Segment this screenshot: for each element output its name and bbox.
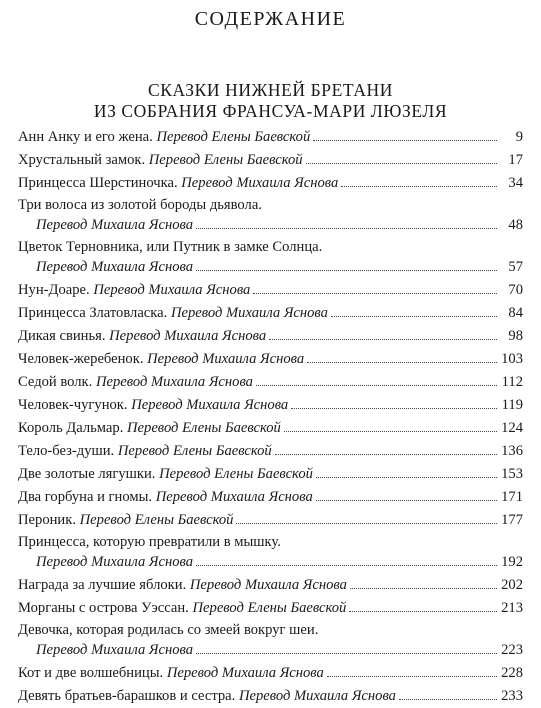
toc-entry[interactable] bbox=[18, 486, 523, 509]
toc-entry-translator: Перевод Михаила Яснова bbox=[170, 305, 328, 321]
toc-entry-translator: Перевод Михаила Яснова bbox=[36, 554, 194, 570]
toc-entry-translator: Перевод Михаила Яснова bbox=[95, 374, 253, 390]
toc-entry-title: Девочка, которая родилась со змеей вокруг шеи. bbox=[18, 622, 319, 638]
toc-entry-text bbox=[18, 350, 307, 369]
toc-entry-page-number: 153 bbox=[501, 466, 523, 482]
toc-entry-line bbox=[18, 128, 523, 147]
dot-leader bbox=[341, 186, 497, 187]
toc-entry-line bbox=[18, 281, 523, 300]
dot-leader bbox=[275, 454, 497, 455]
toc-entry-line bbox=[18, 373, 523, 392]
toc-entry[interactable] bbox=[18, 279, 523, 302]
toc-entry-page-number: 34 bbox=[508, 175, 523, 191]
dot-leader bbox=[327, 676, 497, 677]
toc-entry[interactable] bbox=[18, 172, 523, 195]
toc-entry-first-line bbox=[18, 238, 322, 257]
toc-entry[interactable] bbox=[18, 574, 523, 597]
toc-entry-text bbox=[36, 553, 196, 572]
toc-entry-line bbox=[18, 576, 523, 595]
toc-entry-page-number: 228 bbox=[501, 665, 523, 681]
toc-entry-translator: Перевод Михаила Яснова bbox=[36, 217, 194, 233]
dot-leader bbox=[196, 565, 497, 566]
toc-entry-translator: Перевод Михаила Яснова bbox=[189, 577, 347, 593]
toc-entry-title: Принцесса Златовласка. bbox=[18, 305, 168, 321]
table-of-contents bbox=[18, 126, 523, 708]
toc-entry-title: Нун-Доаре. bbox=[18, 282, 90, 298]
toc-entry-translator: Перевод Михаила Яснова bbox=[181, 175, 339, 191]
toc-entry-page-number: 48 bbox=[508, 217, 523, 233]
dot-leader bbox=[349, 611, 497, 612]
toc-entry-text bbox=[18, 128, 313, 147]
toc-entry-page-number: 119 bbox=[501, 397, 523, 413]
toc-entry-text bbox=[18, 396, 291, 415]
toc-entry[interactable] bbox=[18, 685, 523, 708]
dot-leader bbox=[316, 500, 497, 501]
toc-entry[interactable] bbox=[18, 509, 523, 532]
toc-entry[interactable] bbox=[18, 302, 523, 325]
toc-entry[interactable] bbox=[18, 440, 523, 463]
toc-entry-text bbox=[18, 373, 256, 392]
toc-entry-title: Награда за лучшие яблоки. bbox=[18, 577, 187, 593]
toc-entry-title: Кот и две волшебницы. bbox=[18, 665, 164, 681]
toc-entry-title: Принцесса, которую превратили в мышку. bbox=[18, 534, 281, 550]
section-heading-line-2: ИЗ СОБРАНИЯ ФРАНСУА-МАРИ ЛЮЗЕЛЯ bbox=[93, 101, 448, 121]
dot-leader bbox=[313, 140, 497, 141]
toc-entry-translator: Перевод Елены Баевской bbox=[148, 152, 303, 168]
toc-entry-line bbox=[18, 258, 523, 277]
dot-leader bbox=[256, 385, 497, 386]
toc-entry-page-number: 124 bbox=[501, 420, 523, 436]
toc-entry-translator: Перевод Елены Баевской bbox=[79, 512, 234, 528]
toc-entry[interactable] bbox=[18, 371, 523, 394]
toc-entry-translator: Перевод Михаила Яснова bbox=[147, 351, 305, 367]
toc-entry-translator: Перевод Михаила Яснова bbox=[36, 259, 194, 275]
toc-entry-text bbox=[18, 488, 316, 507]
dot-leader bbox=[291, 408, 497, 409]
toc-entry-page-number: 171 bbox=[501, 489, 523, 505]
toc-entry-title: Тело-без-души. bbox=[18, 443, 115, 459]
toc-entry-page-number: 202 bbox=[501, 577, 523, 593]
toc-entry-title: Седой волк. bbox=[18, 374, 93, 390]
toc-entry-text bbox=[18, 465, 316, 484]
toc-entry-title: Принцесса Шерстиночка. bbox=[18, 175, 178, 191]
toc-entry-translator: Перевод Михаила Яснова bbox=[131, 397, 289, 413]
toc-entry-translator: Перевод Елены Баевской bbox=[127, 420, 281, 436]
toc-entry-page-number: 223 bbox=[501, 642, 523, 658]
toc-entry-translator: Перевод Михаила Яснова bbox=[166, 665, 324, 681]
toc-entry-line bbox=[18, 465, 523, 484]
toc-entry[interactable] bbox=[18, 149, 523, 172]
dot-leader bbox=[307, 362, 497, 363]
toc-entry-first-line bbox=[18, 196, 262, 215]
toc-entry-page-number: 70 bbox=[508, 282, 523, 298]
toc-entry-title: Пероник. bbox=[18, 512, 76, 528]
toc-entry-page-number: 112 bbox=[501, 374, 523, 390]
toc-entry[interactable] bbox=[18, 463, 523, 486]
toc-entry-line bbox=[18, 488, 523, 507]
toc-entry-text bbox=[18, 151, 306, 170]
dot-leader bbox=[236, 523, 497, 524]
toc-entry-text bbox=[18, 511, 236, 530]
toc-entry-line bbox=[18, 304, 523, 323]
toc-entry[interactable] bbox=[18, 126, 523, 149]
toc-entry-title: Хрустальный замок. bbox=[18, 152, 146, 168]
toc-entry-text bbox=[18, 599, 349, 618]
toc-entry[interactable] bbox=[18, 195, 523, 237]
toc-entry[interactable] bbox=[18, 237, 523, 279]
toc-entry-text bbox=[36, 641, 196, 660]
page-title: СОДЕРЖАНИЕ bbox=[194, 8, 347, 30]
toc-entry-title: Дикая свинья. bbox=[18, 328, 106, 344]
toc-entry-page-number: 84 bbox=[508, 305, 523, 321]
toc-entry-line bbox=[18, 599, 523, 618]
toc-entry-translator: Перевод Елены Баевской bbox=[117, 443, 272, 459]
toc-entry-page-number: 233 bbox=[501, 688, 523, 704]
toc-entry-text bbox=[18, 664, 327, 683]
dot-leader bbox=[350, 588, 497, 589]
toc-entry-text bbox=[18, 419, 284, 438]
toc-entry-first-line bbox=[18, 533, 281, 552]
toc-entry-line bbox=[18, 641, 523, 660]
toc-entry-text bbox=[36, 216, 196, 235]
toc-entry-translator: Перевод Михаила Яснова bbox=[93, 282, 251, 298]
toc-entry-title: Морганы с острова Уэссан. bbox=[18, 600, 189, 616]
toc-entry-page-number: 57 bbox=[508, 259, 523, 275]
dot-leader bbox=[269, 339, 497, 340]
toc-entry-title: Цветок Терновника, или Путник в замке Солнца. bbox=[18, 239, 323, 255]
dot-leader bbox=[196, 270, 497, 271]
toc-entry-text bbox=[18, 327, 269, 346]
toc-entry-text bbox=[18, 576, 350, 595]
toc-entry-text bbox=[18, 442, 275, 461]
toc-entry-text bbox=[36, 258, 196, 277]
toc-entry-line bbox=[18, 553, 523, 572]
toc-entry-text bbox=[18, 687, 399, 706]
toc-entry[interactable] bbox=[18, 662, 523, 685]
toc-entry-text bbox=[18, 304, 331, 323]
toc-entry-line bbox=[18, 396, 523, 415]
toc-entry-page-number: 192 bbox=[501, 554, 523, 570]
toc-entry-title: Девять братьев-барашков и сестра. bbox=[18, 688, 236, 704]
toc-entry-line bbox=[18, 327, 523, 346]
dot-leader bbox=[331, 316, 497, 317]
toc-entry-page-number: 9 bbox=[515, 129, 523, 145]
toc-entry-text bbox=[18, 281, 253, 300]
toc-entry-translator: Перевод Елены Баевской bbox=[159, 466, 313, 482]
toc-entry-line bbox=[18, 511, 523, 530]
toc-entry-title: Анн Анку и его жена. bbox=[18, 129, 153, 145]
dot-leader bbox=[196, 228, 497, 229]
toc-entry[interactable] bbox=[18, 417, 523, 440]
toc-entry-page-number: 17 bbox=[508, 152, 523, 168]
toc-entry-line bbox=[18, 151, 523, 170]
toc-entry-first-line bbox=[18, 621, 318, 640]
toc-entry-line bbox=[18, 174, 523, 193]
dot-leader bbox=[196, 653, 497, 654]
toc-entry-line bbox=[18, 442, 523, 461]
toc-entry-translator: Перевод Михаила Яснова bbox=[238, 688, 396, 704]
dot-leader bbox=[306, 163, 497, 164]
toc-entry-line bbox=[18, 350, 523, 369]
toc-entry-title: Два горбуна и гномы. bbox=[18, 489, 153, 505]
toc-entry-text bbox=[18, 174, 341, 193]
toc-entry[interactable] bbox=[18, 394, 523, 417]
toc-entry-translator: Перевод Елены Баевской bbox=[192, 600, 347, 616]
toc-entry-title: Три волоса из золотой бороды дьявола. bbox=[18, 197, 262, 213]
toc-entry[interactable] bbox=[18, 620, 523, 662]
toc-entry-line bbox=[18, 687, 523, 706]
toc-entry-page-number: 98 bbox=[508, 328, 523, 344]
toc-entry[interactable] bbox=[18, 325, 523, 348]
toc-entry-line bbox=[18, 419, 523, 438]
section-heading bbox=[0, 80, 541, 122]
toc-entry-page-number: 213 bbox=[501, 600, 523, 616]
toc-entry-translator: Перевод Михаила Яснова bbox=[155, 489, 313, 505]
toc-entry-page-number: 103 bbox=[501, 351, 523, 367]
toc-entry-page-number: 177 bbox=[501, 512, 523, 528]
toc-entry-translator: Перевод Михаила Яснова bbox=[36, 642, 194, 658]
toc-entry-title: Человек-чугунок. bbox=[18, 397, 128, 413]
toc-entry[interactable] bbox=[18, 597, 523, 620]
toc-entry-page-number: 136 bbox=[501, 443, 523, 459]
toc-entry-title: Человек-жеребенок. bbox=[18, 351, 144, 367]
dot-leader bbox=[284, 431, 497, 432]
toc-entry-translator: Перевод Елены Баевской bbox=[156, 129, 311, 145]
toc-entry-translator: Перевод Михаила Яснова bbox=[109, 328, 267, 344]
section-heading-line-1: СКАЗКИ НИЖНЕЙ БРЕТАНИ bbox=[147, 80, 394, 100]
toc-entry-line bbox=[18, 216, 523, 235]
toc-entry-title: Две золотые лягушки. bbox=[18, 466, 156, 482]
dot-leader bbox=[253, 293, 497, 294]
toc-entry[interactable] bbox=[18, 532, 523, 574]
toc-entry[interactable] bbox=[18, 348, 523, 371]
toc-entry-line bbox=[18, 664, 523, 683]
dot-leader bbox=[316, 477, 497, 478]
toc-entry-title: Король Дальмар. bbox=[18, 420, 124, 436]
